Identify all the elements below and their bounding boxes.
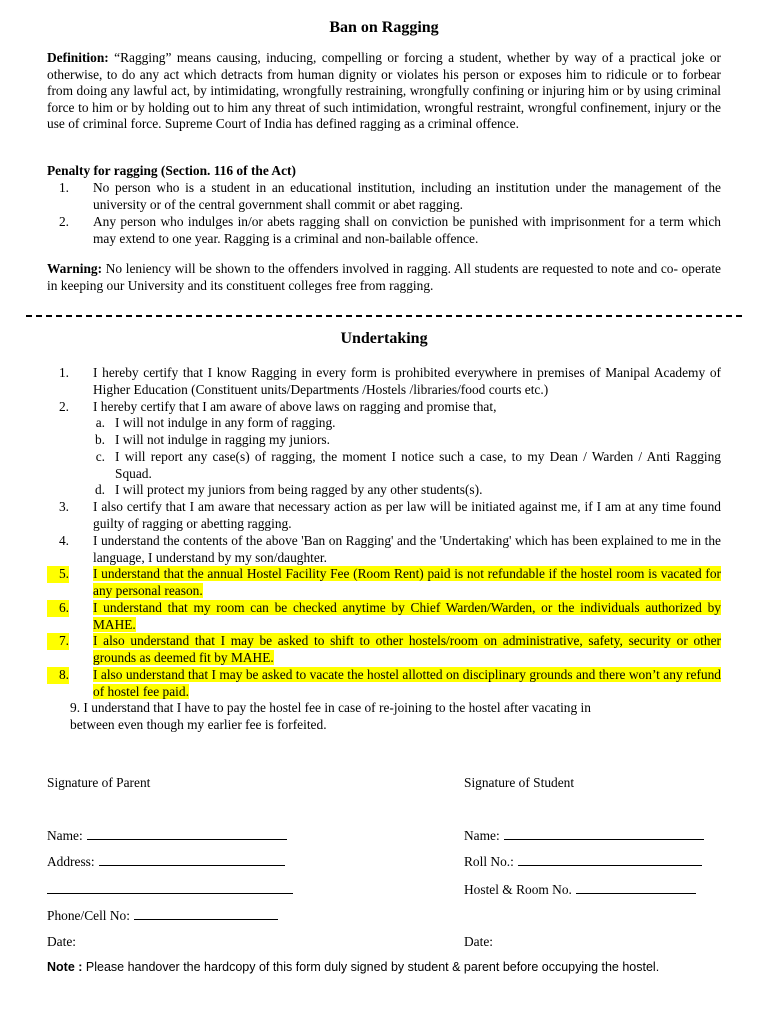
student-name-label: Name:: [464, 828, 500, 843]
definition-paragraph: [47, 50, 721, 133]
note-label: Note :: [47, 960, 83, 974]
footer-note: [47, 960, 659, 974]
undertaking-item-9-line-2: between even though my earlier fee is forfeited.: [70, 717, 327, 732]
highlighted-text: I understand that my room can be checked anytime by Chief Warden/Warden, or the individuals authorized by MAHE.: [93, 600, 721, 632]
undertaking-item-9-line-1: 9. I understand that I have to pay the hostel fee in case of re-joining to the hostel after vacating in: [70, 700, 591, 715]
undertaking-item-2: 2. I hereby certify that I am aware of above laws on ragging and promise that,: [58, 399, 497, 414]
parent-date-label: Date:: [47, 934, 76, 949]
parent-address-label: Address:: [47, 854, 95, 869]
parent-name-label: Name:: [47, 828, 83, 843]
ban-title: Ban on Ragging: [329, 19, 439, 36]
undertaking-item-3: 3. I also certify that I am aware that necessary action as per law will be initiated against me, if I am at any time found guilty of ragging or abetting ragging.: [58, 499, 721, 531]
penalty-item-2: 2. Any person who indulges in/or abets ragging shall on conviction be punished with imprisonment for a term which may extend to one year. Ragging is a criminal and non-bailable offence.: [58, 214, 721, 246]
parent-address-row: [47, 852, 285, 870]
student-signature-heading: Signature of Student: [464, 775, 575, 790]
student-hostel-row: [464, 880, 696, 898]
highlighted-text: I also understand that I may be asked to vacate the hostel allotted on disciplinary grounds and there won’t any refund of hostel fee paid.: [93, 667, 721, 699]
warning-text: No leniency will be shown to the offenders involved in ragging. All students are requested to note and co- operate in keeping our University and its constituent colleges free from ragging.: [47, 261, 721, 293]
parent-name-row: [47, 826, 287, 844]
warning-label: Warning:: [47, 261, 103, 276]
parent-address-row-2: [47, 880, 293, 898]
student-name-field[interactable]: [504, 826, 704, 840]
parent-signature-heading: Signature of Parent: [47, 775, 151, 790]
parent-address-field-2[interactable]: [47, 880, 293, 894]
undertaking-item-1: 1. I hereby certify that I know Ragging in every form is prohibited everywhere in premises of Manipal Academy of Higher Education (Constituent units/Departments /Hostels /libraries/food courts etc.): [58, 365, 721, 397]
definition-text: “Ragging” means causing, inducing, compelling or forcing a student, whether by way of a practical joke or otherwise, to do any act which detracts from human dignity or violates his person or exposes him to ridicule or to forbear from doing any lawful act, by intimidating, wrongfully restraining, wrongfully confining or injuring him or by using criminal force to him or by holding out to him any threat of such intimidation, wrongful restraint, wrongful confinement, injury or the use of criminal force. Supreme Court of India has defined ragging as a criminal offence.: [47, 50, 721, 132]
penalty-heading: Penalty for ragging (Section. 116 of the Act): [47, 163, 296, 178]
student-roll-row: [464, 852, 702, 870]
cut-line-divider: [26, 315, 742, 317]
undertaking-item-6: 6. I understand that my room can be checked anytime by Chief Warden/Warden, or the individuals authorized by MAHE.: [47, 600, 721, 634]
penalty-item-1: 1. No person who is a student in an educational institution, including an institution under the management of the university or of the central government shall commit or abet ragging.: [58, 180, 721, 212]
parent-phone-label: Phone/Cell No:: [47, 908, 130, 923]
warning-paragraph: [47, 261, 721, 294]
parent-name-field[interactable]: [87, 826, 287, 840]
undertaking-subitem-c: c. I will report any case(s) of ragging, the moment I notice such a case, to my Dean / Warden / Anti Ragging Squad.: [95, 449, 721, 481]
undertaking-item-7: 7. I also understand that I may be asked to shift to other hostels/room on administrative, safety, security or other grounds as deemed fit by MAHE.: [47, 633, 721, 667]
undertaking-subitem-d: d. I will protect my juniors from being ragged by any other students(s).: [94, 482, 483, 497]
student-roll-label: Roll No.:: [464, 854, 514, 869]
undertaking-subitem-b: b. I will not indulge in ragging my juniors.: [94, 432, 330, 447]
student-hostel-label: Hostel & Room No.: [464, 882, 572, 897]
highlighted-text: I also understand that I may be asked to shift to other hostels/room on administrative, safety, security or other grounds as deemed fit by MAHE.: [93, 633, 721, 665]
undertaking-item-5: 5. I understand that the annual Hostel Facility Fee (Room Rent) paid is not refundable if the hostel room is vacated for any personal reason.: [47, 566, 721, 600]
parent-phone-row: [47, 906, 278, 924]
highlighted-text: I understand that the annual Hostel Facility Fee (Room Rent) paid is not refundable if the hostel room is vacated for any personal reason.: [93, 566, 721, 598]
student-name-row: [464, 826, 704, 844]
parent-phone-field[interactable]: [134, 906, 278, 920]
undertaking-item-4: 4. I understand the contents of the above 'Ban on Ragging' and the 'Undertaking' which has been explained to me in the language, I understand by my son/daughter.: [58, 533, 721, 565]
student-hostel-field[interactable]: [576, 880, 696, 894]
undertaking-title: Undertaking: [340, 330, 428, 347]
undertaking-item-8: 8. I also understand that I may be asked to vacate the hostel allotted on disciplinary grounds and there won’t any refund of hostel fee paid.: [47, 667, 721, 701]
student-roll-field[interactable]: [518, 852, 702, 866]
undertaking-subitem-a: a. I will not indulge in any form of ragging.: [95, 415, 336, 430]
note-text: Please handover the hardcopy of this form duly signed by student & parent before occupying the hostel.: [85, 960, 660, 974]
parent-address-field[interactable]: [99, 852, 285, 866]
definition-label: Definition:: [47, 50, 109, 65]
student-date-label: Date:: [464, 934, 493, 949]
